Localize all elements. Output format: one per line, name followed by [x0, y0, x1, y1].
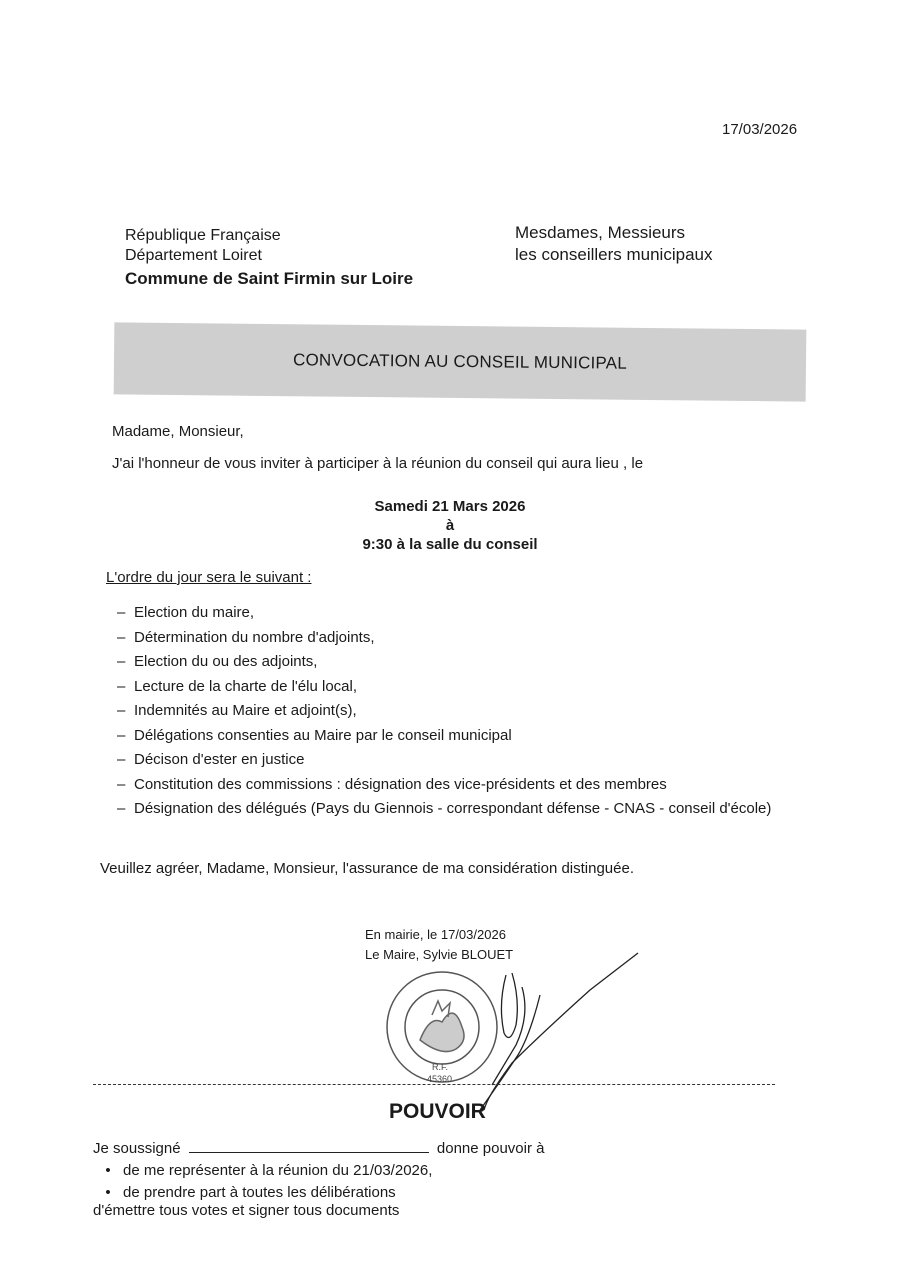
agenda-item-text: Lecture de la charte de l'élu local, [134, 677, 358, 695]
agenda-item [117, 702, 771, 727]
title-banner [114, 322, 807, 401]
town-seal-stamp [387, 972, 497, 1084]
meeting-date: Samedi 21 Mars 2026 [374, 498, 526, 515]
proxy-item-text: de me représenter à la réunion du 21/03/2026, [123, 1162, 433, 1179]
dash-icon: – [117, 751, 126, 768]
issuer-block [125, 226, 413, 289]
agenda-item-text: Décison d'ester en justice [134, 751, 305, 768]
proxy-line-end: donne pouvoir à [436, 1140, 545, 1157]
dash-icon: – [117, 604, 126, 621]
proxy-intro-line [93, 1138, 545, 1160]
recipient-line-1: Mesdames, Messieurs [515, 223, 686, 242]
cut-line [93, 1084, 775, 1085]
signature-scribble [480, 953, 638, 1110]
agenda-item [117, 751, 771, 776]
intro-text: J'ai l'honneur de vous inviter à participer à la réunion du conseil qui aura lieu , le [112, 455, 644, 472]
dash-icon: – [117, 775, 126, 793]
issuer-republic: République Française [125, 227, 281, 244]
proxy-item [93, 1160, 545, 1182]
stamp-and-signature [380, 945, 670, 1125]
meeting-details [250, 497, 650, 554]
agenda-item-text: Election du ou des adjoints, [134, 653, 318, 670]
agenda-item [117, 800, 771, 825]
agenda-item-text: Election du maire, [134, 604, 255, 621]
agenda-item [117, 604, 771, 629]
stamp-rf-text: R.F. [432, 1062, 449, 1072]
document-date: 17/03/2026 [722, 121, 798, 138]
dash-icon: – [117, 628, 126, 646]
bullet-icon: • [105, 1184, 111, 1201]
agenda-item-text: Délégations consenties au Maire par le conseil municipal [134, 726, 512, 744]
bullet-icon: • [105, 1162, 111, 1179]
closing-text: Veuillez agréer, Madame, Monsieur, l'assurance de ma considération distinguée. [100, 860, 635, 877]
proxy-line-start: Je soussigné [93, 1140, 181, 1157]
signoff-place-date: En mairie, le 17/03/2026 [365, 927, 506, 942]
stamp-code-text: 45360 [427, 1074, 453, 1084]
agenda-item-text: Désignation des délégués (Pays du Giennois - correspondant défense - CNAS - conseil d'école) [134, 800, 772, 817]
dash-icon: – [117, 677, 126, 695]
dash-icon: – [117, 653, 126, 670]
recipient-block [515, 222, 712, 266]
agenda-item [117, 653, 771, 678]
agenda-item [117, 678, 771, 703]
agenda-item [117, 727, 771, 752]
agenda-item-text: Indemnités au Maire et adjoint(s), [134, 702, 357, 719]
issuer-commune: Commune de Saint Firmin sur Loire [125, 269, 414, 288]
dash-icon: – [117, 800, 126, 817]
proxy-last-line: d'émettre tous votes et signer tous documents [93, 1202, 400, 1219]
proxy-title: POUVOIR [389, 1100, 486, 1123]
agenda-item [117, 776, 771, 801]
proxy-item-text: de prendre part à toutes les délibérations [123, 1184, 396, 1201]
proxy-form [93, 1138, 545, 1222]
dash-icon: – [117, 702, 126, 719]
meeting-time-place: 9:30 à la salle du conseil [362, 536, 538, 553]
recipient-line-2: les conseillers municipaux [515, 245, 713, 264]
agenda-list [117, 604, 771, 825]
name-blank-field[interactable] [189, 1138, 429, 1153]
agenda-title: L'ordre du jour sera le suivant : [106, 569, 312, 586]
agenda-item [117, 629, 771, 654]
salutation: Madame, Monsieur, [112, 423, 244, 440]
agenda-item-text: Détermination du nombre d'adjoints, [134, 628, 375, 646]
signoff-signer: Le Maire, Sylvie BLOUET [365, 947, 514, 962]
document-title: CONVOCATION AU CONSEIL MUNICIPAL [292, 350, 628, 373]
meeting-connector: à [445, 517, 455, 534]
agenda-item-text: Constitution des commissions : désignation des vice-présidents et des membres [134, 775, 667, 793]
issuer-department: Département Loiret [125, 247, 262, 264]
dash-icon: – [117, 726, 126, 744]
